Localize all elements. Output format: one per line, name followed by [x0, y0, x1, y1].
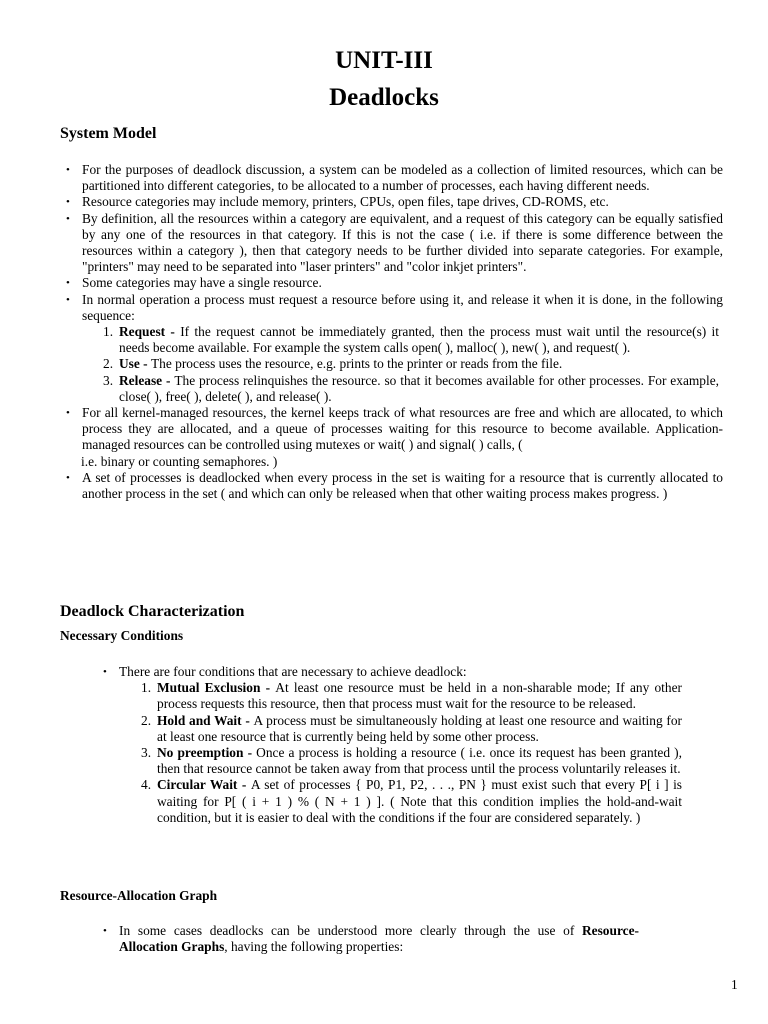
request-sequence	[103, 324, 720, 405]
necessary-conditions-heading: Necessary Conditions	[60, 628, 184, 643]
sequence-step	[103, 356, 719, 372]
list-item: • Some categories may have a single resource.	[82, 275, 723, 291]
step-number: 2.	[103, 356, 114, 372]
rag-text-before: In some cases deadlocks can be understood more clearly through the use of	[119, 923, 582, 938]
list-item	[119, 923, 639, 955]
rag-term: Resource-Allocation Graphs	[119, 923, 639, 955]
condition-text: Once a process is holding a resource ( i.e. once its request has been granted ), then that resource cannot be taken away from that process until the process voluntarily releases it.	[157, 745, 682, 777]
step-term: Release	[119, 372, 163, 388]
condition-term: Circular Wait	[157, 777, 238, 793]
sequence-intro: In normal operation a process must request a resource before using it, and release it when it is done, in the following sequence:	[82, 291, 723, 323]
step-term: Use	[119, 356, 140, 372]
step-text: If the request cannot be immediately granted, then the process must wait until the resource(s) it needs become available. For example the system calls open( ), malloc( ), new( ), and request( ).	[119, 324, 719, 356]
characterization-heading: Deadlock Characterization	[60, 603, 245, 620]
condition-text: A set of processes { P0, P1, P2, . . ., PN } must exist such that every P[ i ] is waiting for P[ ( i + 1 ) % ( N + 1 ) ]. ( Note that this condition implies the hold-and-wait condition, but it is easier to deal with the conditions if the four are considered separately. )	[157, 777, 683, 825]
condition-number: 1.	[141, 680, 152, 696]
system-model-heading: System Model	[60, 125, 157, 142]
rag-list	[119, 923, 639, 955]
condition-number: 4.	[141, 777, 152, 793]
condition-text: At least one resource must be held in a non-sharable mode; If any other process requests this resource, then that process must wait for the resource to be released.	[157, 680, 683, 712]
condition-item	[141, 680, 683, 712]
list-item: • By definition, all the resources within a category are equivalent, and a request of this category can be equally satisfied by any one of the resources in that category. If this is not the case ( i.e. if there is some difference between the resources within a category ), then that category needs to be further divided into separate categories. For example, "printers" may need to be separated into "laser printers" and "color inkjet printers".	[82, 211, 723, 276]
condition-item	[141, 712, 682, 745]
condition-term: No preemption	[157, 745, 244, 761]
condition-term: Hold and Wait	[157, 712, 242, 728]
conditions-list	[119, 664, 683, 826]
step-text: The process uses the resource, e.g. prints to the printer or reads from the file.	[150, 356, 563, 372]
condition-item	[141, 777, 683, 826]
condition-separator: -	[260, 680, 276, 696]
kernel-text: For all kernel-managed resources, the kernel keeps track of what resources are free and which are allocated, to which process they are allocated, and a queue of processes waiting for this resource to become available. Application-managed resources can be controlled using mutexes or wait( ) and signal( ) calls, (	[82, 405, 723, 453]
conditions-intro: There are four conditions that are necessary to achieve deadlock:	[119, 664, 467, 679]
condition-separator: -	[237, 777, 251, 793]
step-term: Request	[119, 324, 166, 340]
condition-steps	[141, 680, 683, 826]
condition-number: 2.	[141, 712, 152, 728]
step-text: The process relinquishes the resource. so that it becomes available for other processes. For example, close( ), free( ), delete( ), and release( ).	[119, 372, 720, 404]
list-item	[82, 405, 723, 470]
list-item	[82, 292, 723, 405]
condition-term: Mutual Exclusion	[157, 680, 261, 696]
page-number: 1	[731, 977, 738, 992]
rag-text-after: , having the following properties:	[224, 939, 404, 955]
step-number: 3.	[103, 372, 114, 388]
unit-title: UNIT-III	[335, 47, 433, 74]
step-number: 1.	[103, 324, 114, 340]
list-item: • Resource categories may include memory, printers, CPUs, open files, tape drives, CD-ROMS, etc.	[82, 194, 723, 210]
list-item	[119, 664, 683, 826]
system-model-list	[82, 162, 723, 502]
kernel-text-cont: i.e. binary or counting semaphores. )	[81, 453, 278, 469]
condition-item	[141, 745, 682, 777]
step-separator: -	[139, 356, 151, 372]
condition-separator: -	[241, 712, 254, 728]
condition-separator: -	[243, 745, 257, 761]
list-item: • A set of processes is deadlocked when every process in the set is waiting for a resource that is currently allocated to another process in the set ( and which can only be released when that other waiting process makes progress. )	[82, 470, 723, 502]
condition-text: A process must be simultaneously holding at least one resource and waiting for at least one resource that is currently being held by some other process.	[157, 712, 682, 744]
step-separator: -	[162, 372, 175, 388]
condition-number: 3.	[141, 745, 152, 761]
sequence-step	[103, 372, 720, 405]
chapter-title: Deadlocks	[329, 84, 439, 111]
step-separator: -	[165, 324, 181, 340]
list-item: • For the purposes of deadlock discussion, a system can be modeled as a collection of limited resources, which can be partitioned into different categories, to be allocated to a number of processes, each having different needs.	[82, 162, 723, 194]
sequence-step	[103, 324, 719, 356]
rag-heading: Resource-Allocation Graph	[60, 888, 218, 903]
